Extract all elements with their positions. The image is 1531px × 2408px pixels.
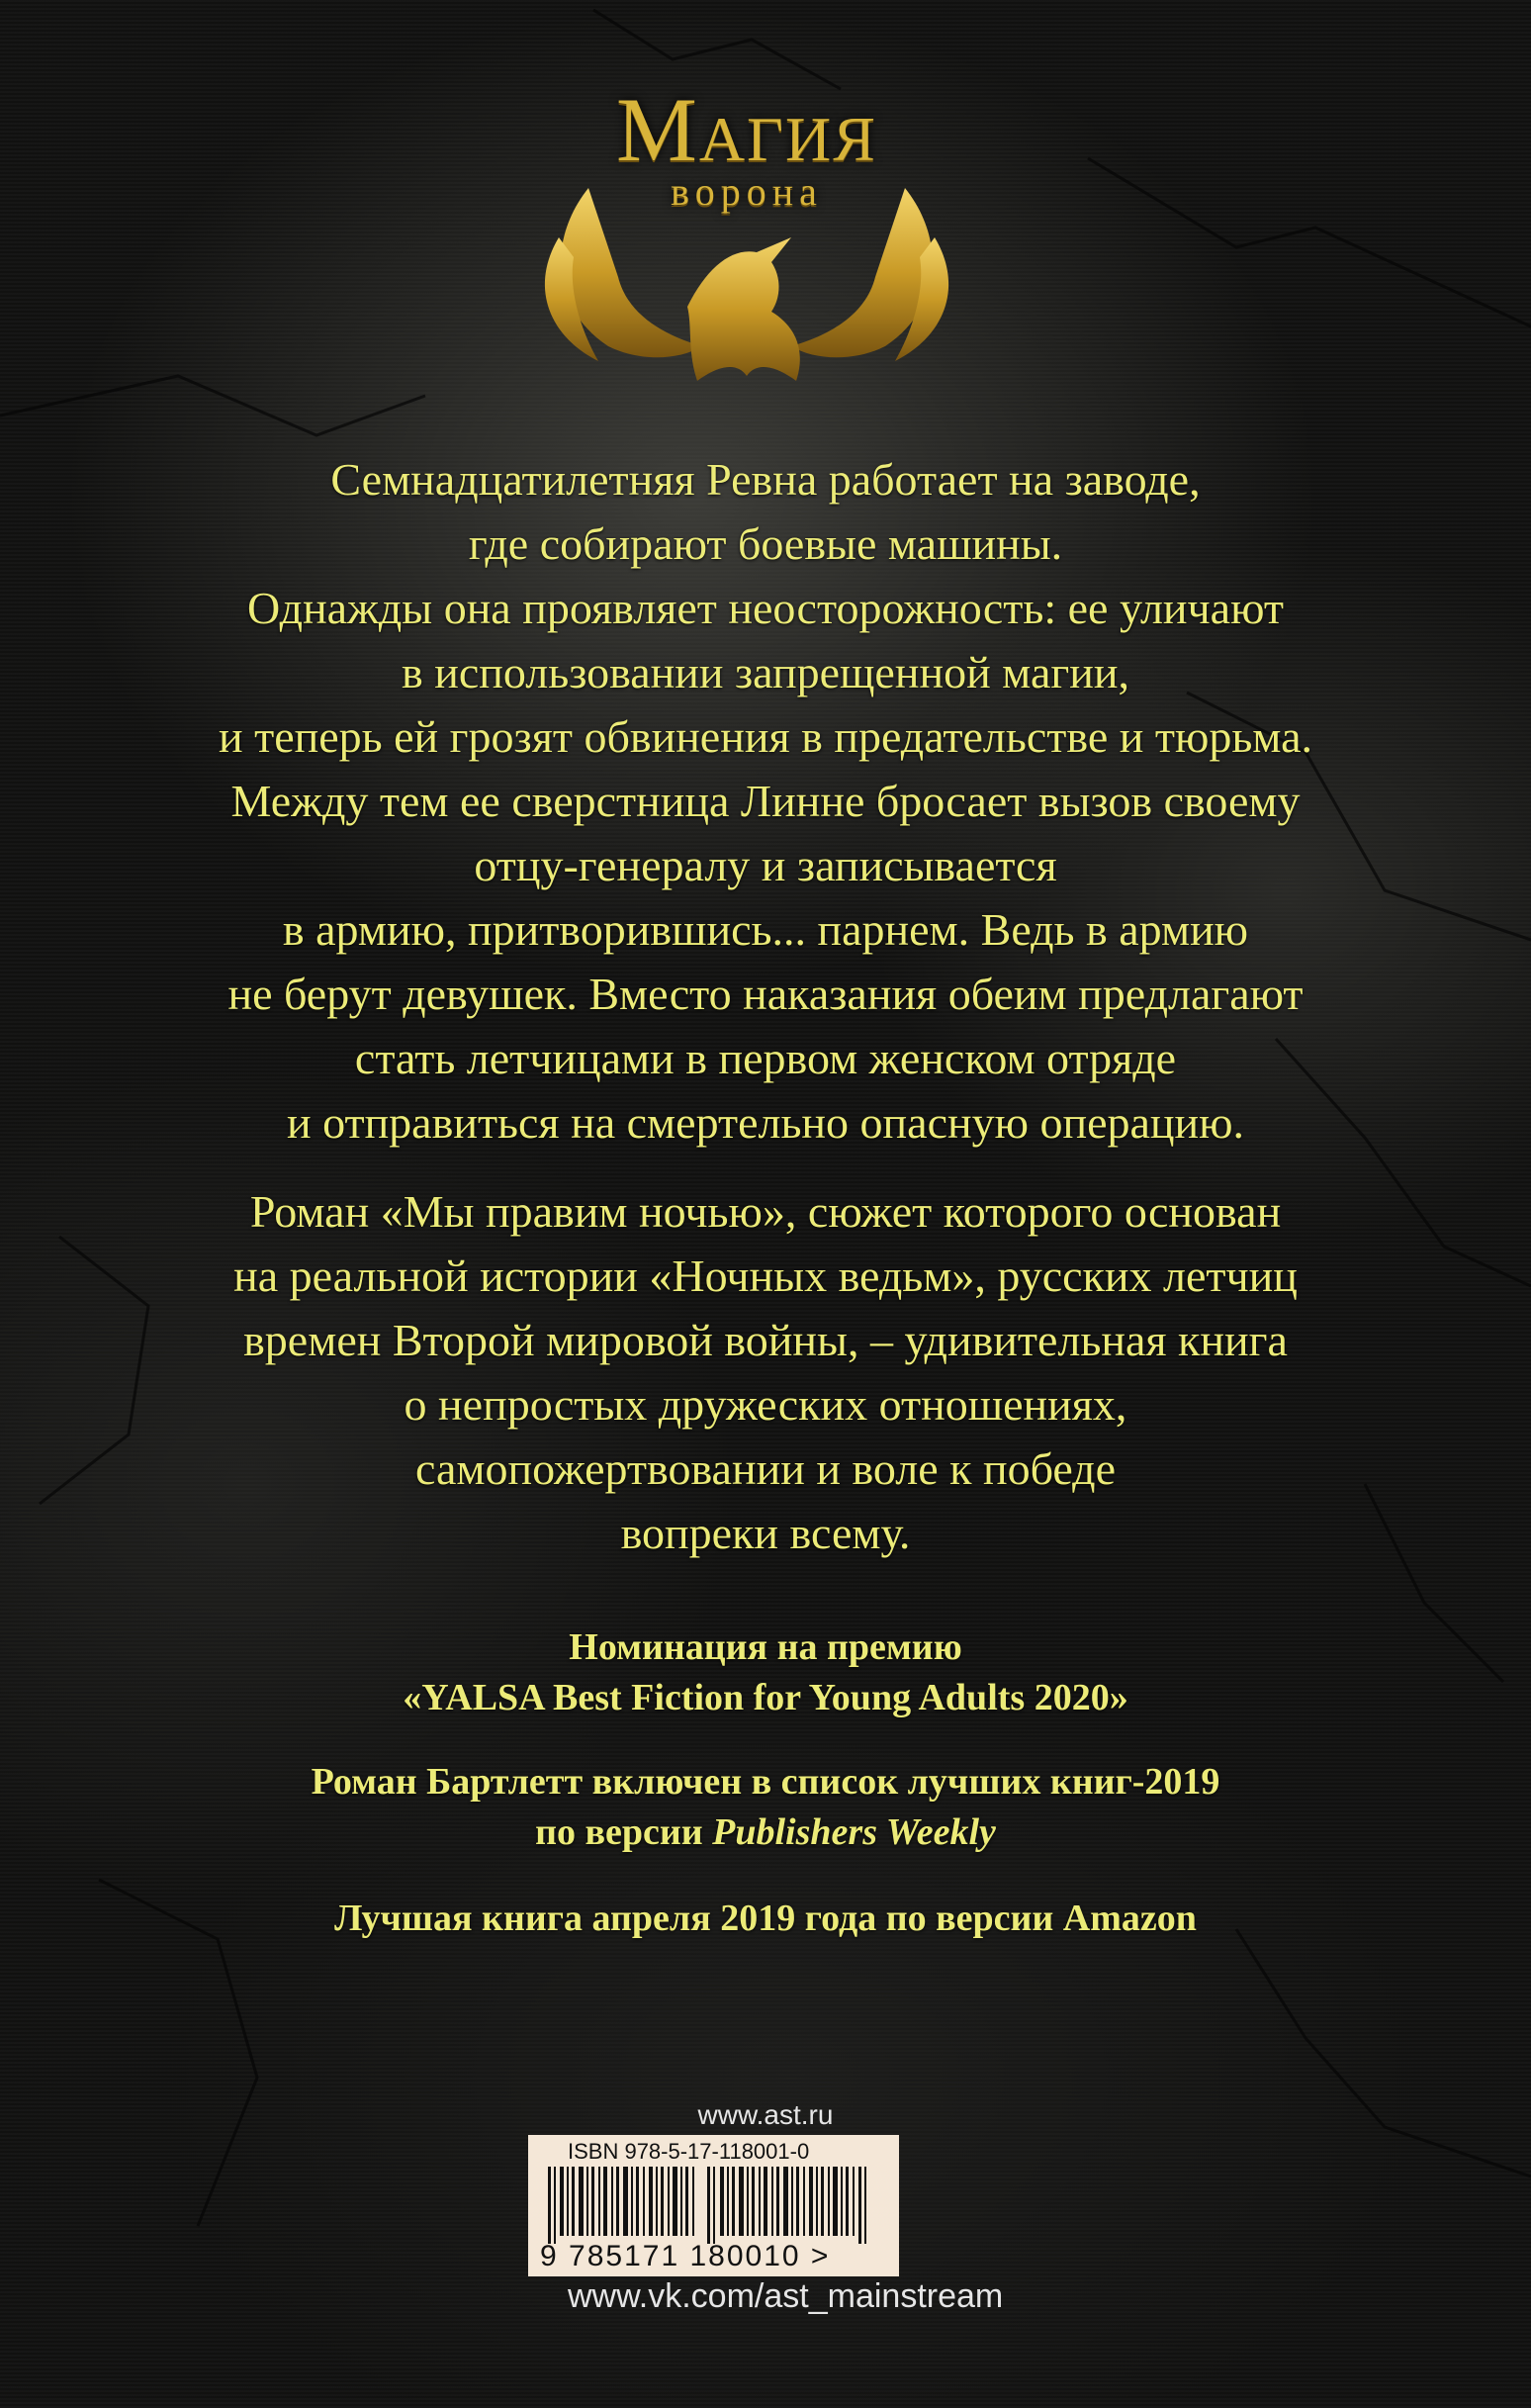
award-amazon [59,1894,1472,1944]
blurb-line: в армию, притворившись... парнем. Ведь в армию [282,904,1249,955]
barcode-label [528,2135,899,2276]
blurb-line: Однажды она проявляет неосторожность: ее уличают [247,583,1284,633]
award-publishers-weekly [59,1757,1472,1858]
series-title: Магия [616,79,877,180]
award-line: Номинация на премию [569,1626,962,1668]
isbn-text: ISBN 978-5-17-118001-0 [568,2139,810,2164]
award-prefix: по версии [535,1811,713,1853]
blurb-line: не берут девушек. Вместо наказания обеим предлагают [227,969,1304,1019]
award-line [59,1807,1472,1858]
blurb-line: и отправиться на смертельно опасную операцию. [286,1097,1245,1148]
blurb-line: отцу-генералу и записывается [474,840,1057,890]
blurb-paragraph-2 [59,1179,1472,1565]
blurb-line: на реальной истории «Ночных ведьм», русских летчиц [233,1250,1298,1301]
blurb-line: в использовании запрещенной магии, [402,647,1129,697]
blurb-line: и теперь ей грозят обвинения в предательстве и тюрьма. [218,711,1313,762]
award-line: Лучшая книга апреля 2019 года по версии Amazon [334,1898,1197,1939]
series-subtitle: ворона [671,169,823,214]
award-line: «YALSA Best Fiction for Young Adults 2020» [403,1677,1128,1718]
publisher-website: www.ast.ru [697,2099,834,2130]
series-logo [514,69,979,396]
blurb-line: Между тем ее сверстница Линне бросает вызов своему [230,776,1301,826]
barcode-digits: 9 785171 180010 > [540,2240,831,2272]
golden-raven-icon [529,178,964,396]
blurb-line: самопожертвовании и воле к победе [414,1443,1117,1494]
award-line: Роман Бартлетт включен в список лучших книг-2019 [311,1761,1220,1803]
blurb-line: где собирают боевые машины. [468,518,1063,569]
blurb-paragraph-1 [59,447,1472,1155]
blurb-line: Роман «Мы правим ночью», сюжет которого основан [249,1186,1282,1237]
barcode-icon [546,2167,882,2244]
blurb-line: о непростых дружеских отношениях, [404,1379,1127,1430]
vk-link: www.vk.com/ast_mainstream [568,2277,1004,2315]
blurb-line: времен Второй мировой войны, – удивительная книга [243,1315,1288,1365]
publisher-name: Publishers Weekly [712,1811,996,1853]
blurb-line: вопреки всему. [620,1508,911,1558]
blurb-line: Семнадцатилетняя Ревна работает на заводе, [330,454,1201,505]
blurb-line: стать летчицами в первом женском отряде [354,1033,1177,1083]
award-yalsa [59,1622,1472,1723]
